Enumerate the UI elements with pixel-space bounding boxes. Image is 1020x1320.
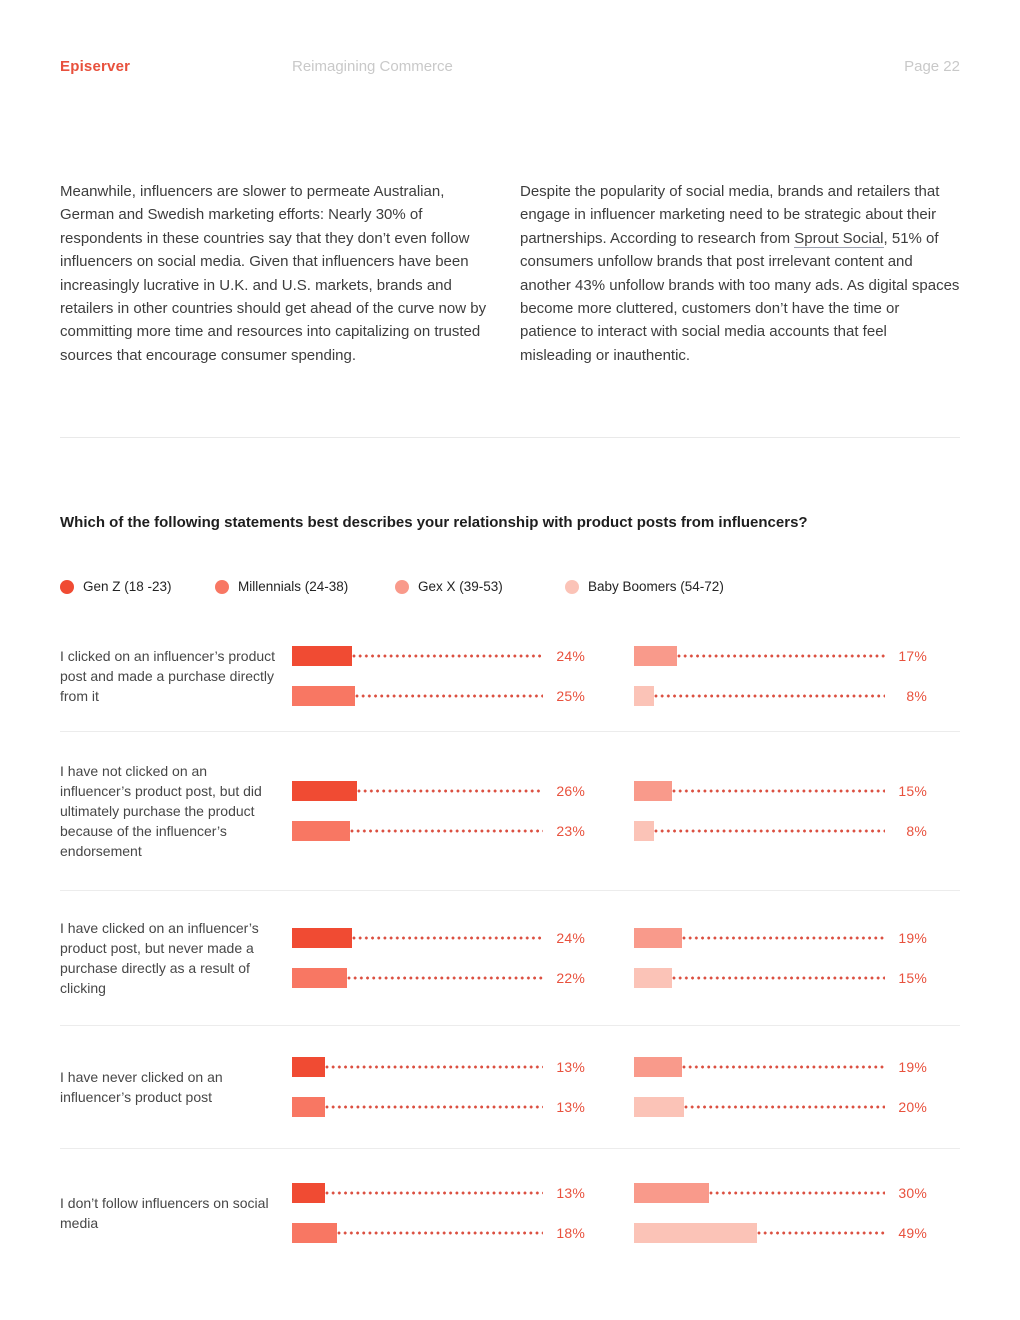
row-statement: I don’t follow influencers on social media — [60, 1195, 269, 1232]
bar-line — [292, 928, 585, 948]
bar-line — [634, 1097, 927, 1117]
bar-gen-x — [634, 646, 677, 666]
bar-baby-boomers — [634, 1097, 684, 1117]
value-label: 25% — [556, 688, 585, 705]
bar-millennials — [292, 968, 347, 988]
chart-row — [60, 732, 960, 891]
value-label: 19% — [898, 930, 927, 947]
chart-rows — [60, 621, 960, 1277]
bar-millennials — [292, 821, 350, 841]
bar-line — [292, 1057, 585, 1077]
sprout-social-link[interactable]: Sprout Social — [794, 229, 884, 247]
chart-legend — [60, 579, 960, 596]
legend-dot-icon — [60, 580, 74, 594]
value-label: 49% — [898, 1225, 927, 1242]
value-label: 22% — [556, 970, 585, 987]
leader-dots — [352, 654, 543, 658]
bar-track — [292, 1097, 543, 1117]
bar-group-2 — [634, 1183, 927, 1243]
leader-dots — [757, 1231, 886, 1235]
leader-dots — [325, 1105, 544, 1109]
chart-row — [60, 621, 960, 732]
bar-track — [634, 1183, 885, 1203]
brand-logo: Episerver — [60, 58, 131, 75]
leader-dots — [684, 1105, 885, 1109]
legend-item-millennials — [215, 579, 348, 594]
bar-track — [634, 968, 885, 988]
chart-row — [60, 891, 960, 1026]
bar-gen-z — [292, 1183, 325, 1203]
legend-label: Gen Z (18 -23) — [83, 579, 172, 595]
bar-group-1 — [292, 1183, 585, 1243]
bar-track — [292, 1223, 543, 1243]
paragraph-left: Meanwhile, influencers are slower to permeate Australian, German and Swedish marketing efforts: Nearly 30% of respondents in these countries say that they don’t even follow influencers on social media. Given that influencers have been increasingly lucrative in U.K. and U.S. markets, brands and retailers in other countries should get ahead of the curve now by committing more time and resources into capitalizing on trusted sources that encourage consumer spending. — [60, 183, 487, 364]
bar-gen-z — [292, 928, 352, 948]
row-statement: I have not clicked on an influencer’s product post, but did ultimately purchase the product because of the influencer’s endorsement — [60, 763, 262, 860]
bar-track — [292, 821, 543, 841]
legend-label: Baby Boomers (54-72) — [588, 579, 724, 595]
legend-dot-icon — [395, 580, 409, 594]
bar-line — [292, 821, 585, 841]
bar-gen-z — [292, 646, 352, 666]
bar-line — [292, 686, 585, 706]
bar-track — [634, 928, 885, 948]
bar-gen-z — [292, 1057, 325, 1077]
leader-dots — [672, 976, 886, 980]
bar-group-1 — [292, 781, 585, 841]
bar-track — [634, 781, 885, 801]
bar-line — [634, 781, 927, 801]
paragraph-right-text-after: , 51% of consumers unfollow brands that post irrelevant content and another 43% unfollow brands with too many ads. As digital spaces become more cluttered, customers don’t have the time or patience to interact with social media accounts that feel misleading or inauthentic. — [520, 229, 960, 364]
bar-millennials — [292, 1097, 325, 1117]
leader-dots — [347, 976, 543, 980]
legend-label: Gex X (39-53) — [418, 579, 503, 595]
bar-baby-boomers — [634, 1223, 757, 1243]
legend-dot-icon — [215, 580, 229, 594]
bar-track — [292, 781, 543, 801]
value-label: 30% — [898, 1185, 927, 1202]
bar-group-1 — [292, 928, 585, 988]
bar-gen-x — [634, 1057, 682, 1077]
leader-dots — [325, 1065, 544, 1069]
page-number: Page 22 — [904, 58, 960, 75]
bar-line — [634, 1223, 927, 1243]
bar-group-2 — [634, 781, 927, 841]
bar-line — [292, 646, 585, 666]
bar-line — [634, 646, 927, 666]
bar-line — [292, 1183, 585, 1203]
value-label: 23% — [556, 823, 585, 840]
bar-group-2 — [634, 1057, 927, 1117]
bar-millennials — [292, 686, 355, 706]
leader-dots — [672, 789, 886, 793]
leader-dots — [337, 1231, 543, 1235]
value-label: 17% — [898, 648, 927, 665]
bar-group-2 — [634, 928, 927, 988]
bar-track — [292, 1183, 543, 1203]
bar-gen-z — [292, 781, 357, 801]
value-label: 19% — [898, 1059, 927, 1076]
bar-line — [634, 1057, 927, 1077]
bar-track — [634, 686, 885, 706]
bar-line — [634, 821, 927, 841]
bar-baby-boomers — [634, 821, 654, 841]
value-label: 13% — [556, 1185, 585, 1202]
leader-dots — [325, 1191, 544, 1195]
leader-dots — [654, 829, 885, 833]
bar-line — [292, 781, 585, 801]
legend-dot-icon — [565, 580, 579, 594]
page-header — [60, 0, 960, 76]
bar-gen-x — [634, 928, 682, 948]
bar-line — [292, 1097, 585, 1117]
bar-line — [292, 968, 585, 988]
bar-track — [634, 1057, 885, 1077]
bar-track — [292, 646, 543, 666]
leader-dots — [352, 936, 543, 940]
row-statement: I clicked on an influencer’s product post and made a purchase directly from it — [60, 648, 276, 705]
bar-line — [634, 686, 927, 706]
chart-row — [60, 1026, 960, 1149]
leader-dots — [350, 829, 544, 833]
bar-line — [634, 1183, 927, 1203]
value-label: 18% — [556, 1225, 585, 1242]
value-label: 24% — [556, 648, 585, 665]
value-label: 15% — [898, 783, 927, 800]
legend-label: Millennials (24-38) — [238, 579, 349, 595]
bar-gen-x — [634, 1183, 709, 1203]
bar-track — [634, 821, 885, 841]
bar-track — [634, 1223, 885, 1243]
paragraph-right — [520, 180, 960, 367]
bar-group-1 — [292, 1057, 585, 1117]
bar-track — [292, 686, 543, 706]
leader-dots — [709, 1191, 885, 1195]
value-label: 13% — [556, 1059, 585, 1076]
bar-track — [292, 1057, 543, 1077]
document-title: Reimagining Commerce — [292, 58, 453, 75]
leader-dots — [682, 936, 886, 940]
legend-item-gen-x — [395, 579, 503, 594]
value-label: 13% — [556, 1099, 585, 1116]
bar-baby-boomers — [634, 968, 672, 988]
bar-baby-boomers — [634, 686, 654, 706]
bar-line — [634, 928, 927, 948]
leader-dots — [677, 654, 886, 658]
bar-millennials — [292, 1223, 337, 1243]
bar-line — [292, 1223, 585, 1243]
section-divider — [60, 437, 960, 438]
legend-item-gen-z — [60, 579, 172, 594]
chart-title: Which of the following statements best describes your relationship with product posts from influencers? — [60, 514, 808, 532]
legend-item-baby-boomers — [565, 579, 724, 594]
leader-dots — [654, 694, 885, 698]
value-label: 20% — [898, 1099, 927, 1116]
leader-dots — [355, 694, 544, 698]
value-label: 15% — [898, 970, 927, 987]
bar-group-2 — [634, 646, 927, 706]
bar-gen-x — [634, 781, 672, 801]
intro-paragraphs — [60, 180, 960, 367]
bar-track — [634, 1097, 885, 1117]
bar-line — [634, 968, 927, 988]
chart-row — [60, 1149, 960, 1277]
leader-dots — [682, 1065, 886, 1069]
bar-track — [292, 928, 543, 948]
bar-track — [292, 968, 543, 988]
value-label: 8% — [906, 688, 927, 705]
value-label: 24% — [556, 930, 585, 947]
leader-dots — [357, 789, 543, 793]
row-statement: I have never clicked on an influencer’s product post — [60, 1069, 223, 1106]
value-label: 8% — [906, 823, 927, 840]
bar-group-1 — [292, 646, 585, 706]
paragraph-right-text-before: Despite the popularity of social media, brands and retailers that engage in influencer marketing need to be strategic about their partnerships. According to research from — [520, 183, 940, 247]
value-label: 26% — [556, 783, 585, 800]
bar-track — [634, 646, 885, 666]
row-statement: I have clicked on an influencer’s product post, but never made a purchase directly as a result of clicking — [60, 920, 259, 997]
